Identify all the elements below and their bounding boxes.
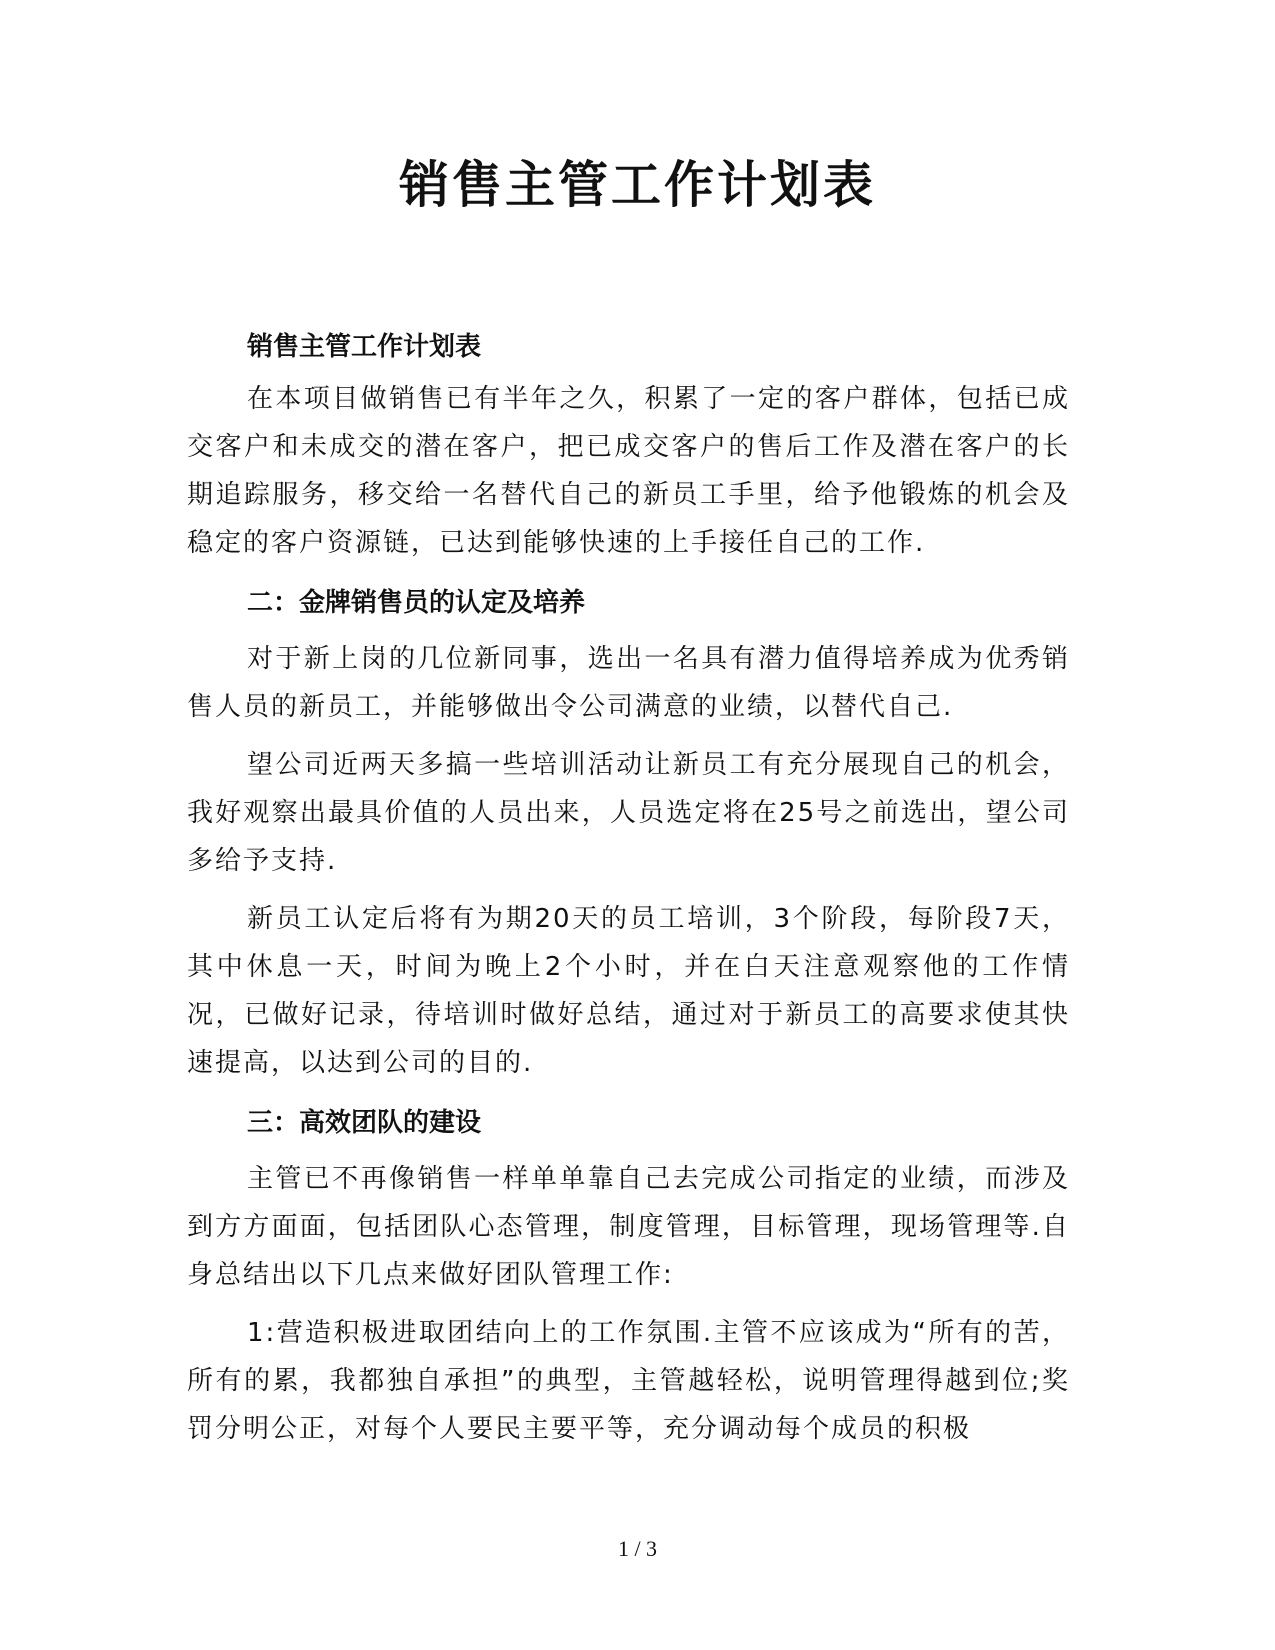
document-body bbox=[187, 325, 1070, 1459]
paragraph-training-activities: 望公司近两天多搞一些培训活动让新员工有充分展现自己的机会，我好观察出最具价值的人员出来，人员选定将在25号之前选出，望公司多给予支持. bbox=[187, 750, 1070, 876]
section-heading-gold-sales: 二：金牌销售员的认定及培养 bbox=[247, 588, 586, 618]
paragraph-training-schedule: 新员工认定后将有为期20天的员工培训，3个阶段，每阶段7天，其中休息一天，时间为晚上2个小时，并在白天注意观察他的工作情况，已做好记录，待培训时做好总结，通过对于新员工的高要求使其快速提高，以达到公司的目的. bbox=[187, 904, 1070, 1078]
paragraph-handover: 在本项目做销售已有半年之久，积累了一定的客户群体，包括已成交客户和未成交的潜在客户，把已成交客户的售后工作及潜在客户的长期追踪服务，移交给一名替代自己的新员工手里，给予他锻炼的机会及稳定的客户资源链，已达到能够快速的上手接任自己的工作. bbox=[187, 384, 1070, 558]
paragraph-select-new-staff: 对于新上岗的几位新同事，选出一名具有潜力值得培养成为优秀销售人员的新员工，并能够做出令公司满意的业绩，以替代自己. bbox=[187, 644, 1070, 722]
paragraph-work-atmosphere: 1:营造积极进取团结向上的工作氛围.主管不应该成为“所有的苦，所有的累，我都独自承担”的典型，主管越轻松，说明管理得越到位;奖罚分明公正，对每个人要民主要平等，充分调动每个成员的积极 bbox=[187, 1318, 1070, 1444]
paragraph-supervisor-role: 主管已不再像销售一样单单靠自己去完成公司指定的业绩，而涉及到方方面面，包括团队心态管理，制度管理，目标管理，现场管理等.自身总结出以下几点来做好团队管理工作: bbox=[187, 1164, 1070, 1290]
document-title: 销售主管工作计划表 bbox=[399, 156, 876, 214]
document-subtitle: 销售主管工作计划表 bbox=[247, 332, 482, 362]
section-heading-team-building: 三：高效团队的建设 bbox=[247, 1108, 482, 1138]
page-number: 1 / 3 bbox=[617, 1536, 658, 1561]
